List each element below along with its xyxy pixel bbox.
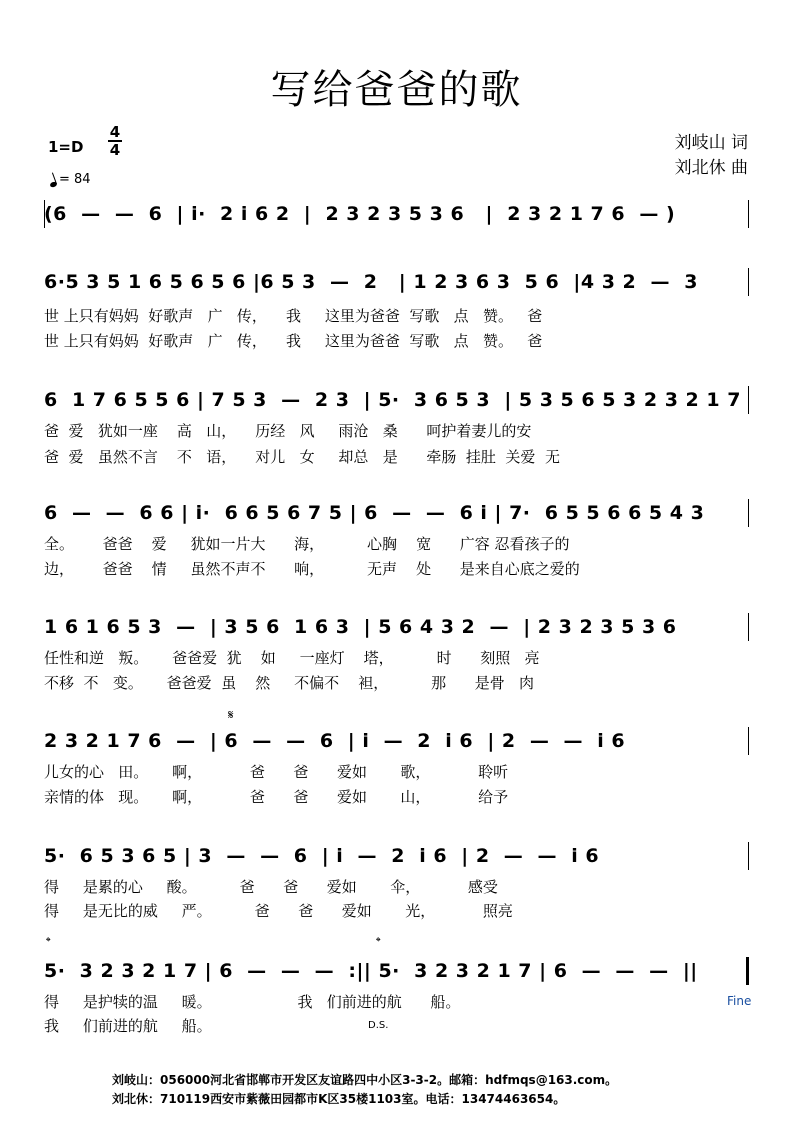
lyric-line-8-verse-2: 我 们前进的航 船。	[44, 1017, 212, 1035]
fine-marking: Fine	[727, 994, 752, 1008]
footer-contact-composer: 刘北休：710119西安市紫薇田园都市K区35楼1103室。电话：13474463654。	[112, 1092, 566, 1106]
lyric-line-5-verse-1: 任性和逆 叛。 爸爸爱 犹 如 一座灯 塔， 时 刻照 亮	[44, 649, 540, 667]
notation-line-5: 1 6 1 6 5 3 — | 3 5 6 1 6 3 | 5 6 4 3 2 — | 2 3 2 3 5 3 6	[44, 616, 677, 638]
lyric-line-2-verse-2: 世 上只有妈妈 好歌声 广 传， 我 这里为爸爸 写歌 点 赞。 爸	[44, 332, 543, 350]
quarter-note-icon	[49, 181, 57, 188]
time-signature-top: 4	[109, 123, 121, 141]
lyric-line-7-verse-1: 得 是累的心 酸。 爸 爸 爱如 伞， 感受	[44, 878, 498, 896]
notation-line-2: 6·5 3 5 1 6 5 6 5 6 |6 5 3 — 2 | 1 2 3 6 3 5 6 |4 3 2 — 3	[44, 271, 698, 293]
barline	[748, 200, 749, 228]
key-signature: 1=D	[48, 138, 84, 156]
notation-line-8: 5· 3 2 3 2 1 7 | 6 — — — :|| 5· 3 2 3 2 1 7 | 6 — — — ||	[44, 960, 698, 982]
barline	[748, 842, 749, 870]
notation-line-1: (6 — — 6 | i· 2 i 6 2 | 2 3 2 3 5 3 6 | 2 3 2 1 7 6 — )	[44, 203, 676, 225]
final-barline	[746, 957, 749, 985]
lyricist-credit: 刘岐山 词	[674, 133, 748, 153]
lyric-line-4-verse-2: 边， 爸爸 情 虽然不声不 响， 无声 处 是来自心底之爱的	[44, 560, 580, 578]
composer-credit: 刘北休 曲	[674, 158, 748, 178]
notation-line-3: 6 1 7 6 5 5 6 | 7 5 3 — 2 3 | 5· 3 6 5 3 | 5 3 5 6 5 3 2 3 2 1 7	[44, 389, 741, 411]
coda-sign: 𝄌	[46, 935, 51, 950]
lyric-line-3-verse-1: 爸 爱 犹如一座 高 山， 历经 风 雨沧 桑 呵护着妻儿的安	[44, 422, 532, 440]
barline	[748, 386, 749, 414]
barline	[748, 727, 749, 755]
time-signature	[104, 124, 126, 158]
lyric-line-6-verse-1: 儿女的心 田。 啊， 爸 爸 爱如 歌， 聆听	[44, 763, 509, 781]
lyric-line-5-verse-2: 不移 不 变。 爸爸爱 虽 然 不偏不 袒， 那 是骨 肉	[44, 674, 535, 692]
song-title: 写给爸爸的歌	[270, 67, 523, 113]
barline	[748, 499, 749, 527]
coda-sign: 𝄌	[376, 935, 381, 950]
tempo-value: = 84	[59, 172, 91, 187]
lyric-line-6-verse-2: 亲情的体 现。 啊， 爸 爸 爱如 山， 给予	[44, 788, 509, 806]
time-signature-bottom: 4	[109, 141, 121, 159]
notation-line-4: 6 — — 6 6 | i· 6 6 5 6 7 5 | 6 — — 6 i | 7· 6 5 5 6 6 5 4 3	[44, 502, 705, 524]
segno-sign: 𝄋	[228, 708, 234, 723]
footer-contact-lyricist: 刘岐山：056000河北省邯郸市开发区友谊路四中小区3-3-2。邮箱：hdfmqs@163.com。	[112, 1073, 618, 1087]
tempo-marking	[50, 172, 91, 187]
barline	[748, 268, 749, 296]
lyric-line-7-verse-2: 得 是无比的威 严。 爸 爸 爱如 光， 照亮	[44, 902, 513, 920]
notation-line-7: 5· 6 5 3 6 5 | 3 — — 6 | i — 2 i 6 | 2 — — i 6	[44, 845, 600, 867]
lyric-line-2-verse-1: 世 上只有妈妈 好歌声 广 传， 我 这里为爸爸 写歌 点 赞。 爸	[44, 307, 543, 325]
lyric-line-4-verse-1: 全。 爸爸 爱 犹如一片大 海， 心胸 宽 广容 忍看孩子的	[44, 535, 570, 553]
ds-marking: D.S.	[368, 1020, 389, 1031]
notation-line-6: 2 3 2 1 7 6 — | 6 — — 6 | i — 2 i 6 | 2 — — i 6	[44, 730, 626, 752]
lyric-line-3-verse-2: 爸 爱 虽然不言 不 语， 对儿 女 却总 是 牵肠 挂肚 关爱 无	[44, 448, 560, 466]
barline	[748, 613, 749, 641]
lyric-line-8-verse-1: 得 是护犊的温 暖。 我 们前进的航 船。	[44, 993, 461, 1011]
